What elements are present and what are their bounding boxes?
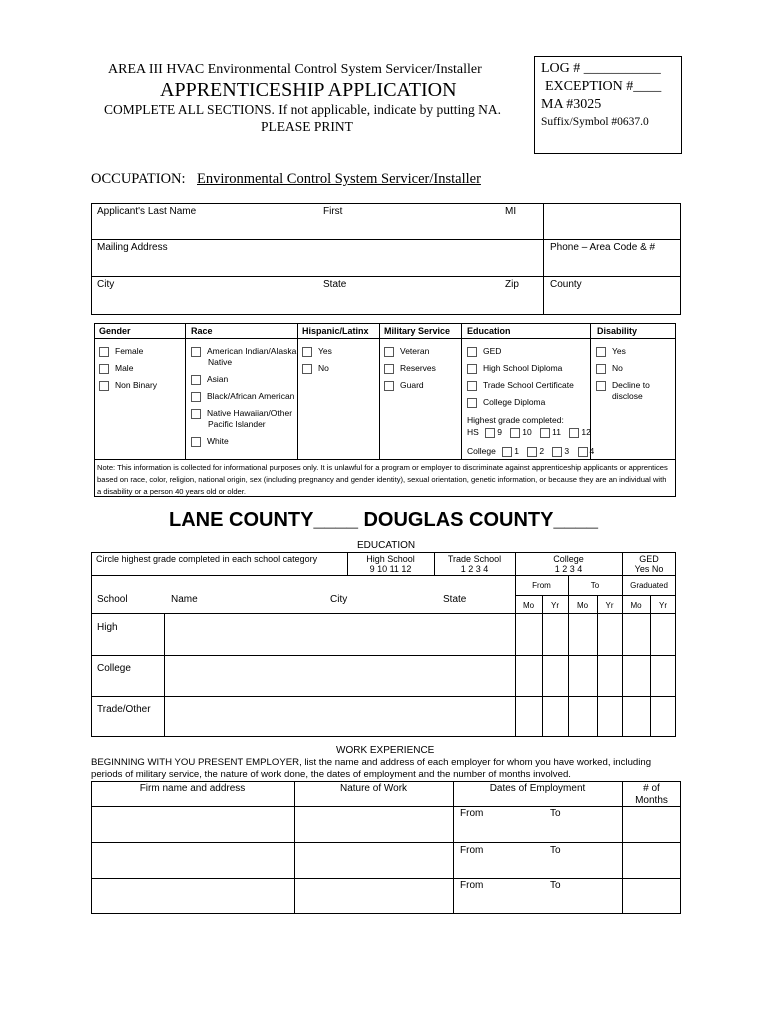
to-header: To bbox=[590, 581, 600, 590]
city-header: City bbox=[330, 594, 348, 605]
checkbox-icon[interactable] bbox=[578, 447, 588, 457]
work-intro-2: periods of military service, the nature of work done, the dates of employment and the number of months involved. bbox=[91, 769, 571, 780]
disability-decline-cont: disclose bbox=[612, 391, 643, 401]
from-yr: Yr bbox=[551, 601, 559, 610]
checkbox-icon[interactable] bbox=[502, 447, 512, 457]
firm-header: Firm name and address bbox=[139, 783, 246, 794]
race-asian[interactable]: Asian bbox=[191, 374, 228, 385]
from-header: From bbox=[532, 581, 551, 590]
checkbox-icon[interactable] bbox=[467, 347, 477, 357]
gender-header: Gender bbox=[99, 326, 131, 336]
hs-grade-row: HS 9 10 11 12 bbox=[467, 427, 591, 437]
checkbox-icon[interactable] bbox=[384, 364, 394, 374]
education-header: Education bbox=[467, 326, 511, 336]
education-table bbox=[91, 552, 676, 737]
last-name-label: Applicant's Last Name bbox=[97, 206, 197, 217]
ged-options[interactable]: Yes No bbox=[634, 564, 664, 574]
checkbox-icon[interactable] bbox=[467, 364, 477, 374]
ged-header: GED bbox=[639, 554, 659, 564]
education-trade-cert[interactable]: Trade School Certificate bbox=[467, 380, 574, 391]
exception-number[interactable]: EXCEPTION #____ bbox=[545, 79, 662, 94]
education-college-diploma[interactable]: College Diploma bbox=[467, 397, 545, 408]
checkbox-icon[interactable] bbox=[191, 392, 201, 402]
education-ged[interactable]: GED bbox=[467, 346, 501, 357]
applicant-info-table bbox=[91, 203, 681, 315]
checkbox-icon[interactable] bbox=[510, 428, 520, 438]
suffix-symbol: Suffix/Symbol #0637.0 bbox=[541, 116, 649, 128]
dates-header: Dates of Employment bbox=[489, 783, 586, 794]
school-header: School bbox=[97, 594, 128, 605]
race-black[interactable]: Black/African American bbox=[191, 391, 294, 402]
row-high: High bbox=[97, 622, 118, 633]
note-line-2: based on race, color, religion, national origin, sex (including pregnancy and gender identity), sexual orientation, genetic information, or because they are an individual with bbox=[97, 475, 667, 484]
checkbox-icon[interactable] bbox=[384, 347, 394, 357]
checkbox-icon[interactable] bbox=[552, 447, 562, 457]
checkbox-icon[interactable] bbox=[596, 347, 606, 357]
hispanic-yes[interactable]: Yes bbox=[302, 346, 332, 357]
county-selection[interactable]: LANE COUNTY____ DOUGLAS COUNTY____ bbox=[169, 509, 598, 531]
work-row-2-to: To bbox=[550, 845, 561, 856]
checkbox-icon[interactable] bbox=[99, 364, 109, 374]
state-header: State bbox=[443, 594, 467, 605]
checkbox-icon[interactable] bbox=[596, 364, 606, 374]
log-box bbox=[534, 56, 682, 154]
checkbox-icon[interactable] bbox=[485, 428, 495, 438]
college-grade-row: College 1 2 3 4 bbox=[467, 446, 595, 456]
disability-decline[interactable]: Decline to bbox=[596, 380, 650, 391]
header-line-1: AREA III HVAC Environmental Control System Servicer/Installer bbox=[108, 62, 482, 77]
work-row-1-to: To bbox=[550, 808, 561, 819]
checkbox-icon[interactable] bbox=[191, 375, 201, 385]
hs-header: High School bbox=[366, 554, 415, 564]
military-guard[interactable]: Guard bbox=[384, 380, 424, 391]
row-trade: Trade/Other bbox=[97, 704, 151, 715]
checkbox-icon[interactable] bbox=[191, 437, 201, 447]
work-row-3-from: From bbox=[460, 880, 484, 891]
military-veteran[interactable]: Veteran bbox=[384, 346, 429, 357]
header-instructions: COMPLETE ALL SECTIONS. If not applicable, indicate by putting NA. bbox=[104, 102, 501, 117]
disability-header: Disability bbox=[597, 326, 638, 336]
race-native-hawaiian-cont: Pacific Islander bbox=[208, 419, 266, 429]
log-number[interactable]: LOG # ___________ bbox=[541, 61, 661, 76]
header-please-print: PLEASE PRINT bbox=[261, 119, 353, 134]
hispanic-no[interactable]: No bbox=[302, 363, 329, 374]
occupation-value: Environmental Control System Servicer/Installer bbox=[197, 171, 481, 187]
zip-label: Zip bbox=[505, 279, 519, 290]
checkbox-icon[interactable] bbox=[302, 364, 312, 374]
disability-no[interactable]: No bbox=[596, 363, 623, 374]
gender-non-binary[interactable]: Non Binary bbox=[99, 380, 157, 391]
state-label: State bbox=[323, 279, 347, 290]
race-native-hawaiian[interactable]: Native Hawaiian/Other bbox=[191, 408, 292, 419]
gender-male[interactable]: Male bbox=[99, 363, 133, 374]
first-name-label: First bbox=[323, 206, 343, 217]
gender-female[interactable]: Female bbox=[99, 346, 143, 357]
circle-instruction: Circle highest grade completed in each school category bbox=[96, 554, 318, 564]
nature-header: Nature of Work bbox=[339, 783, 408, 794]
name-header: Name bbox=[171, 594, 198, 605]
race-american-indian[interactable]: American Indian/Alaska bbox=[191, 346, 296, 357]
checkbox-icon[interactable] bbox=[467, 398, 477, 408]
row-college: College bbox=[97, 663, 131, 674]
race-american-indian-cont: Native bbox=[208, 357, 233, 367]
checkbox-icon[interactable] bbox=[191, 347, 201, 357]
to-yr: Yr bbox=[605, 601, 614, 610]
mailing-address-label: Mailing Address bbox=[97, 242, 168, 253]
phone-label: Phone – Area Code & # bbox=[550, 242, 656, 253]
grad-yr: Yr bbox=[659, 601, 667, 610]
from-mo: Mo bbox=[522, 601, 535, 610]
work-row-1-from: From bbox=[460, 808, 484, 819]
checkbox-icon[interactable] bbox=[527, 447, 537, 457]
work-row-2-from: From bbox=[460, 845, 484, 856]
work-row-3-to: To bbox=[550, 880, 561, 891]
checkbox-icon[interactable] bbox=[384, 381, 394, 391]
disability-yes[interactable]: Yes bbox=[596, 346, 626, 357]
work-table bbox=[91, 781, 681, 914]
college-header: College bbox=[553, 554, 584, 564]
hispanic-header: Hispanic/Latinx bbox=[302, 326, 369, 336]
checkbox-icon[interactable] bbox=[99, 347, 109, 357]
checkbox-icon[interactable] bbox=[467, 381, 477, 391]
occupation-label: OCCUPATION: bbox=[91, 171, 186, 187]
checkbox-icon[interactable] bbox=[191, 409, 201, 419]
trade-grades[interactable]: 1 2 3 4 bbox=[460, 564, 489, 574]
months-header-1: # of bbox=[643, 783, 660, 794]
months-header-2: Months bbox=[635, 795, 668, 806]
military-reserves[interactable]: Reserves bbox=[384, 363, 436, 374]
trade-header: Trade School bbox=[447, 554, 502, 564]
graduated-header: Graduated bbox=[630, 581, 668, 590]
work-title: WORK EXPERIENCE bbox=[336, 745, 435, 756]
mi-label: MI bbox=[505, 206, 517, 217]
to-mo: Mo bbox=[576, 601, 589, 610]
checkbox-icon[interactable] bbox=[99, 381, 109, 391]
race-header: Race bbox=[191, 326, 213, 336]
ma-number: MA #3025 bbox=[541, 97, 602, 112]
checkbox-icon[interactable] bbox=[596, 381, 606, 391]
hs-grades[interactable]: 9 10 11 12 bbox=[369, 564, 412, 574]
highest-grade-label: Highest grade completed: bbox=[467, 415, 564, 425]
race-white[interactable]: White bbox=[191, 436, 229, 447]
grad-mo: Mo bbox=[630, 601, 642, 610]
note-line-1: Note: This information is collected for informational purposes only. It is unlawful for a program or employer to discriminate against apprenticeship applicants or apprentices bbox=[97, 463, 668, 472]
checkbox-icon[interactable] bbox=[302, 347, 312, 357]
checkbox-icon[interactable] bbox=[569, 428, 579, 438]
county-label: County bbox=[550, 279, 582, 290]
checkbox-icon[interactable] bbox=[540, 428, 550, 438]
note-line-3: a disability or a person 40 years old or older. bbox=[97, 487, 247, 496]
military-header: Military Service bbox=[384, 326, 451, 336]
work-intro-1: BEGINNING WITH YOU PRESENT EMPLOYER, list the name and address of each employer for whom you have worked, including bbox=[91, 757, 652, 768]
city-label: City bbox=[97, 279, 115, 290]
education-hs-diploma[interactable]: High School Diploma bbox=[467, 363, 562, 374]
page-title: APPRENTICESHIP APPLICATION bbox=[160, 79, 457, 101]
college-grades[interactable]: 1 2 3 4 bbox=[554, 564, 583, 574]
education-title: EDUCATION bbox=[357, 540, 416, 551]
